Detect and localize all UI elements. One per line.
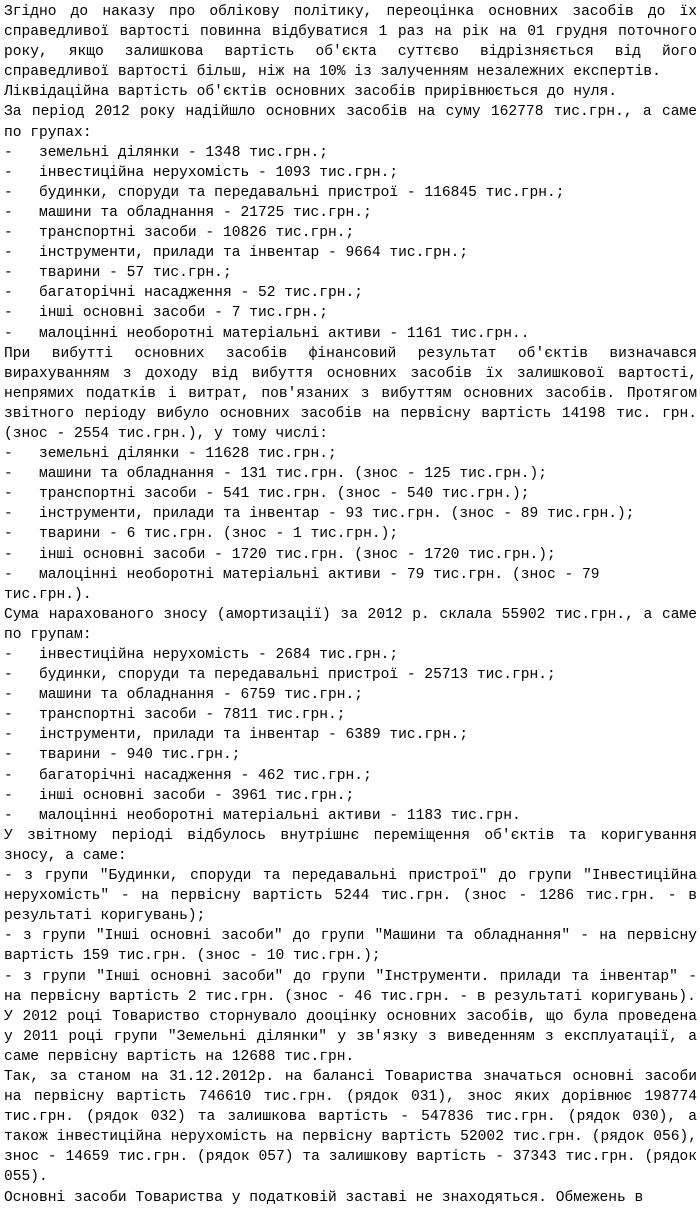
list-item: - тварини - 57 тис.грн.; [4, 265, 232, 282]
transfer-item-instruments: - з групи "Інші основні засоби" до групи "Інструменти. прилади та інвентар" - на первісну вартість 2 тис.грн. (знос - 46 тис.грн. - в результаті коригувань). [4, 968, 697, 1005]
list-item: - малоцінні необоротні матеріальні активи - 1161 тис.грн.. [4, 325, 530, 342]
list-item: - транспортні засоби - 10826 тис.грн.; [4, 225, 355, 242]
paragraph-liquidation-value: Ліквідаційна вартість об'єктів основних засобів прирівнюється до нуля. [4, 84, 618, 101]
list-item: - інвестиційна нерухомість - 2684 тис.грн.; [4, 647, 399, 663]
list-item: - багаторічні насадження - 52 тис.грн.; [4, 285, 364, 302]
list-item: - інструменти, прилади та інвентар - 6389 тис.грн.; [4, 727, 469, 744]
list-item: - малоцінні необоротні матеріальні активи - 1183 тис.грн. [4, 807, 521, 824]
list-item: - інші основні засоби - 3961 тис.грн.; [4, 787, 355, 804]
paragraph-internal-transfers: У звітному періоді відбулось внутрішнє переміщення об'єктів та коригування зносу, а саме: [4, 827, 697, 864]
list-item: - транспортні засоби - 7811 тис.грн.; [4, 707, 346, 724]
list-item: - тварини - 940 тис.грн.; [4, 747, 241, 764]
paragraph-depreciation-intro: Сума нарахованого зносу (амортизації) за 2012 р. склала 55902 тис.грн., а саме по групам: [4, 606, 697, 643]
list-item: - машини та обладнання - 21725 тис.грн.; [4, 204, 372, 221]
list-item: - машини та обладнання - 6759 тис.грн.; [4, 687, 364, 704]
paragraph-receipts-intro: За період 2012 року надійшло основних засобів на суму 162778 тис.грн., а саме по групах: [4, 104, 697, 141]
list-item: - інструменти, прилади та інвентар - 9664 тис.грн.; [4, 245, 469, 262]
paragraph-revaluation-policy: Згідно до наказу про облікову політику, переоцінка основних засобів до їх справедливої вартості повинна відбуватися 1 раз на рік на 01 грудня поточного року, якщо залишкова вартість об'єкта суттєво відрізняється від його справедливої вартості більш, ніж на 10% із залученням незалежних експертів. [4, 4, 697, 81]
list-item: - будинки, споруди та передавальні пристрої - 25713 тис.грн.; [4, 667, 556, 684]
transfer-item-buildings: - з групи "Будинки, споруди та передавальні пристрої" до групи "Інвестиційна нерухомість" - на первісну вартість 5244 тис.грн. (знос - 1286 тис.грн. - в результаті коригувань); [4, 868, 697, 925]
list-item: - будинки, споруди та передавальні пристрої - 116845 тис.грн.; [4, 184, 565, 201]
depreciation-list [4, 645, 697, 826]
list-item: - інші основні засоби - 1720 тис.грн. (знос - 1720 тис.грн.); [4, 546, 556, 563]
paragraph-collateral: Основні засоби Товариства у податковій заставі не знаходяться. Обмежень в [4, 1189, 644, 1206]
paragraph-reversal: У 2012 році Товариство сторнувало дооцінку основних засобів, що була проведена у 2011 році групи "Земельні ділянки" у зв'язку з виведенням з експлуатації, а саме первісну вартість на 12688 тис.грн. [4, 1008, 697, 1065]
list-item: - інші основні засоби - 7 тис.грн.; [4, 305, 329, 322]
list-item: - тварини - 6 тис.грн. (знос - 1 тис.грн.); [4, 526, 399, 543]
paragraph-disposals-intro: При вибутті основних засобів фінансовий результат об'єктів визначався вирахуванням з доходу від вибуття основних засобів їх залишкової вартості, непрямих податків і витрат, пов'язаних з вибуттям основних засобів. Протягом звітного періоду вибуло основних засобів на первісну вартість 14198 тис. грн. (знос - 2554 тис.грн.), у тому числі: [4, 345, 697, 442]
list-item: - малоцінні необоротні матеріальні активи - 79 тис.грн. (знос - 79 [4, 566, 600, 583]
transfer-item-machinery: - з групи "Інші основні засоби" до групи "Машини та обладнання" - на первісну вартість 159 тис.грн. (знос - 10 тис.грн.); [4, 928, 697, 965]
list-item: - транспортні засоби - 541 тис.грн. (знос - 540 тис.грн.); [4, 486, 530, 503]
disposals-list [4, 444, 697, 605]
list-item: - земельні ділянки - 11628 тис.грн.; [4, 446, 337, 463]
list-item: - інвестиційна нерухомість - 1093 тис.грн.; [4, 164, 399, 181]
list-item: - багаторічні насадження - 462 тис.грн.; [4, 767, 372, 784]
receipts-list [4, 143, 697, 344]
list-item: - машини та обладнання - 131 тис.грн. (знос - 125 тис.грн.); [4, 466, 547, 483]
list-item: - земельні ділянки - 1348 тис.грн.; [4, 144, 329, 161]
list-item: - інструменти, прилади та інвентар - 93 тис.грн. (знос - 89 тис.грн.); [4, 506, 635, 523]
paragraph-balance: Так, за станом на 31.12.2012р. на балансі Товариства значаться основні засоби на первісну вартість 746610 тис.грн. (рядок 031), знос яких дорівнює 198774 тис.грн. (рядок 032) та залишкова вартість - 547836 тис.грн. (рядок 030), а також інвестиційна нерухомість на первісну вартість 52002 тис.грн. (рядок 056), знос - 14659 тис.грн. (рядок 057) та залишкову вартість - 37343 тис.грн. (рядок 055). [4, 1068, 697, 1186]
list-item: тис.грн.). [4, 586, 92, 603]
